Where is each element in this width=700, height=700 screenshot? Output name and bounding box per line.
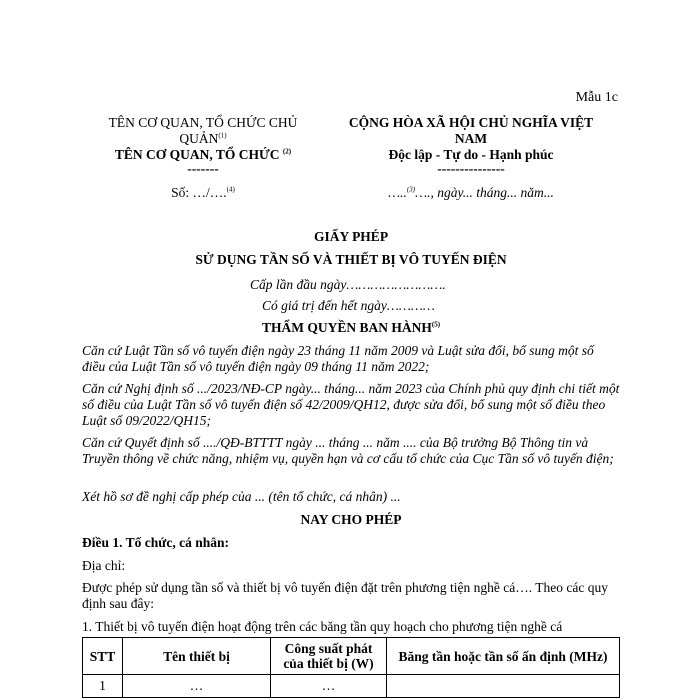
col-header-frequency: Băng tần hoặc tần số ấn định (MHz) — [387, 638, 620, 675]
form-code: Mẫu 1c — [575, 90, 618, 105]
table-row — [83, 675, 620, 698]
country-name: CỘNG HÒA XÃ HỘI CHỦ NGHĨA VIỆT NAM — [348, 115, 594, 146]
col-header-device-name: Tên thiết bị — [123, 638, 271, 675]
legal-basis-2: Căn cứ Nghị định số .../2023/NĐ-CP ngày... tháng... năm 2023 của Chính phủ quy định chi tiết một số điều của Luật Tần số vô tuyến điện số 42/2009/QH12, được sửa đổi, bổ sung một số điều theo Luật số 09/2022/QH15; — [82, 381, 620, 428]
legal-basis-3: Căn cứ Quyết định số ..../QĐ-BTTTT ngày ... tháng ... năm .... của Bộ trưởng Bộ Thông tin và Truyền thông về chức năng, nhiệm vụ, quyền hạn và cơ cấu tổ chức của Cục Tần số vô tuyến điện; — [82, 435, 614, 466]
document-subtitle: SỬ DỤNG TẦN SỐ VÀ THIẾT BỊ VÔ TUYẾN ĐIỆN — [195, 252, 507, 267]
national-motto: Độc lập - Tự do - Hạnh phúc — [388, 147, 554, 162]
address-label: Địa chỉ: — [82, 558, 126, 573]
cell-stt: 1 — [83, 675, 123, 698]
table-header-row — [83, 638, 620, 675]
cell-frequency — [387, 675, 620, 698]
col-header-power: Công suất phát của thiết bị (W) — [271, 638, 387, 675]
legal-basis-4: Xét hồ sơ đề nghị cấp phép của ... (tên tổ chức, cá nhân) ... — [82, 489, 401, 504]
valid-until-date: Có giá trị đến hết ngày………… — [262, 298, 435, 313]
col-header-stt: STT — [83, 638, 123, 675]
allowed-text: Được phép sử dụng tần số và thiết bị vô tuyến điện đặt trên phương tiện nghề cá…. Theo các quy định sau đây: — [82, 580, 608, 611]
legal-basis-1: Căn cứ Luật Tần số vô tuyến điện ngày 23 tháng 11 năm 2009 và Luật sửa đổi, bổ sung một số điều của Luật Tần số vô tuyến điện ngày 09 tháng 11 năm 2022; — [82, 343, 594, 374]
place-date: …..$^{(3)}$…., ngày... tháng... năm... — [388, 185, 554, 200]
cell-device-name: … — [123, 675, 271, 698]
agency-name: TÊN CƠ QUAN, TỔ CHỨC $^{(2)}$ — [114, 147, 292, 162]
right-divider: --------------- — [437, 161, 505, 176]
item-1-heading: 1. Thiết bị vô tuyến điện hoạt động trên các băng tần quy hoạch cho phương tiện nghề cá — [82, 619, 563, 634]
header-left — [92, 115, 314, 175]
cell-power: … — [271, 675, 387, 698]
agency-parent: TÊN CƠ QUAN, TỔ CHỨC CHỦ QUẢN$^{(1)}$ — [108, 115, 298, 146]
equipment-table — [82, 637, 620, 698]
document-title: GIẤY PHÉP — [313, 229, 389, 244]
permit-heading: NAY CHO PHÉP — [300, 512, 402, 527]
first-issue-date: Cấp lần đầu ngày……………………. — [250, 277, 446, 292]
article-1-heading: Điều 1. Tổ chức, cá nhân: — [82, 535, 229, 550]
header-right — [340, 115, 602, 175]
issuing-authority: THẨM QUYỀN BAN HÀNH$^{(5)}$ — [261, 320, 441, 335]
document-number: Số: …/….$^{(4)}$ — [171, 185, 235, 200]
left-divider: ------- — [187, 161, 219, 176]
